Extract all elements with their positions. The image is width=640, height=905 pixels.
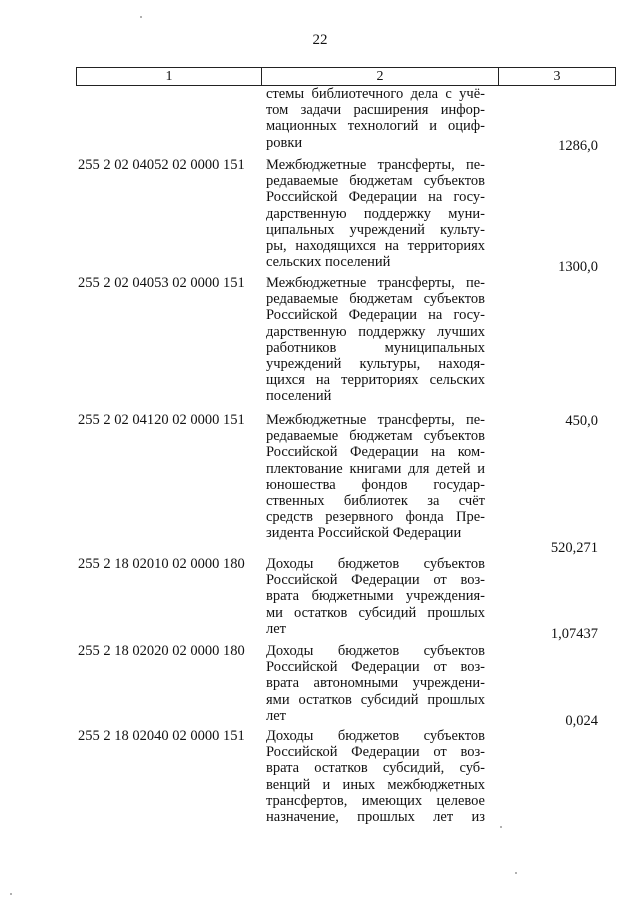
description-line: ровки (266, 134, 303, 151)
row-amount: 1286,0 (558, 138, 598, 154)
description-line: редаваемые бюджетам субъектов (266, 428, 485, 445)
row-description (266, 86, 485, 151)
row-code: 255 2 18 02020 02 0000 180 (78, 643, 245, 659)
page-number: 22 (312, 32, 328, 48)
row-amount: 1,07437 (550, 626, 598, 642)
description-line: мационных технологий и оциф- (266, 118, 485, 135)
description-line: работников муниципальных (266, 339, 485, 356)
description-line: средств резервного фонда Пре- (266, 509, 485, 526)
row-description (266, 275, 485, 405)
row-amount: 1300,0 (558, 259, 598, 275)
scan-speck (500, 826, 502, 828)
description-line: дарственную поддержку муни- (266, 205, 485, 222)
description-line: ры, находящихся на территориях (266, 237, 485, 254)
description-line: ями остатков субсидий прошлых (266, 691, 485, 708)
row-description (266, 556, 485, 637)
row-description (266, 412, 485, 542)
description-line: стемы библиотечного дела с учё- (266, 86, 485, 102)
description-line: Российской Федерации от воз- (266, 659, 485, 676)
description-line: поселений (266, 388, 332, 405)
description-line: трансфертов, имеющих целевое (266, 792, 485, 809)
row-code: 255 2 02 04052 02 0000 151 (78, 157, 245, 173)
description-line: ственных библиотек за счёт (266, 492, 485, 509)
description-line: щихся на территориях сельских (266, 372, 485, 389)
row-amount: 0,024 (565, 713, 598, 729)
row-code: 255 2 02 04120 02 0000 151 (78, 412, 245, 428)
description-line: врата остатков субсидий, суб- (266, 760, 485, 777)
scan-speck (10, 893, 12, 895)
description-line: том задачи расширения инфор- (266, 102, 485, 119)
description-line: назначение, прошлых лет из (266, 808, 485, 825)
description-line: ципальных учреждений культу- (266, 221, 485, 238)
description-line: лет (266, 620, 287, 637)
description-line: зидента Российской Федерации (266, 525, 462, 542)
column-header-table (76, 67, 616, 86)
column-header-2: 2 (262, 68, 499, 86)
description-line: Российской Федерации на ком- (266, 444, 485, 461)
row-code: 255 2 18 02040 02 0000 151 (78, 728, 245, 744)
description-line: Доходы бюджетов субъектов (266, 643, 485, 659)
description-line: врата бюджетными учреждения- (266, 588, 485, 605)
description-line: учреждений культуры, находя- (266, 355, 485, 372)
row-description (266, 643, 485, 724)
description-line: сельских поселений (266, 254, 391, 271)
description-line: Российской Федерации на госу- (266, 307, 485, 324)
description-line: плектование книгами для детей и (266, 460, 485, 477)
description-line: Межбюджетные трансферты, пе- (266, 157, 485, 173)
row-amount: 450,0 (565, 413, 598, 429)
description-line: венций и иных межбюджетных (266, 776, 485, 793)
description-line: ми остатков субсидий прошлых (266, 604, 485, 621)
description-line: редаваемые бюджетам субъектов (266, 173, 485, 190)
description-line: Доходы бюджетов субъектов (266, 728, 485, 744)
description-line: Российской Федерации от воз- (266, 572, 485, 589)
column-header-3: 3 (499, 68, 616, 86)
row-description (266, 728, 485, 825)
scan-speck (140, 16, 142, 18)
description-line: Доходы бюджетов субъектов (266, 556, 485, 572)
description-line: Российской Федерации от воз- (266, 744, 485, 761)
description-line: Российской Федерации на госу- (266, 189, 485, 206)
description-line: Межбюджетные трансферты, пе- (266, 412, 485, 428)
description-line: лет (266, 707, 287, 724)
row-code: 255 2 02 04053 02 0000 151 (78, 275, 245, 291)
description-line: дарственную поддержку лучших (266, 323, 485, 340)
description-line: юношества фондов государ- (266, 476, 485, 493)
row-description (266, 157, 485, 270)
description-line: редаваемые бюджетам субъектов (266, 291, 485, 308)
column-header-1: 1 (77, 68, 262, 86)
description-line: Межбюджетные трансферты, пе- (266, 275, 485, 291)
row-code: 255 2 18 02010 02 0000 180 (78, 556, 245, 572)
scan-speck (515, 872, 517, 874)
description-line: врата автономными учреждени- (266, 675, 485, 692)
row-amount: 520,271 (550, 540, 598, 556)
